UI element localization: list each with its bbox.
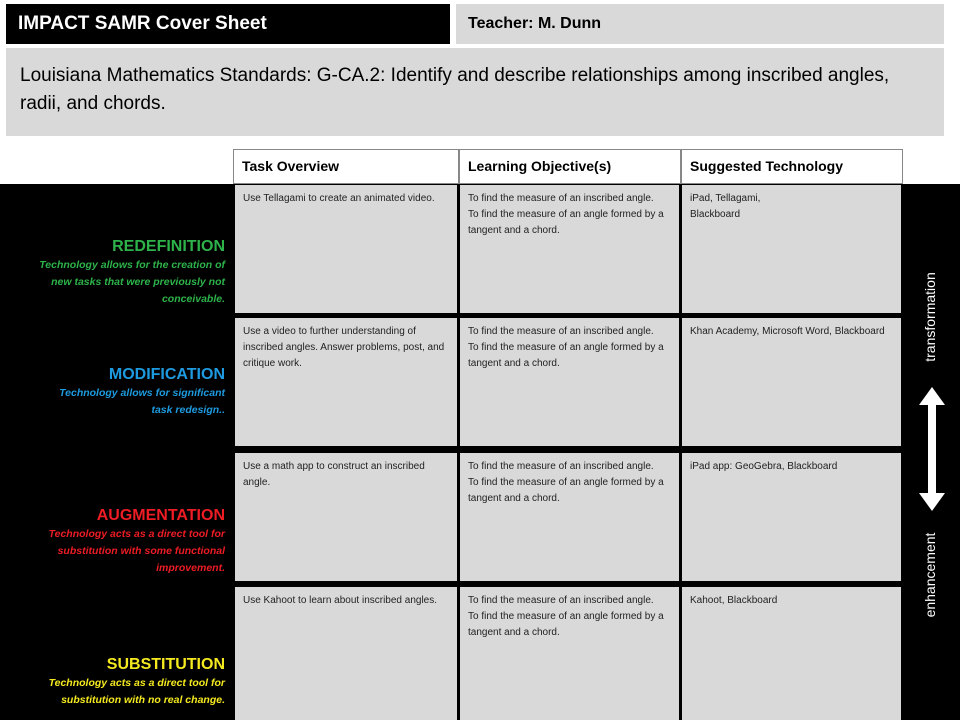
level-name: SUBSTITUTION bbox=[106, 656, 225, 673]
math-standard: Louisiana Mathematics Standards: G-CA.2: Identify and describe relationships among inscribed angles, radii, and chords. bbox=[6, 48, 944, 136]
level-name: MODIFICATION bbox=[108, 366, 225, 383]
table-cell-objective: To find the measure of an inscribed angle. To find the measure of an angle formed by a tangent and a chord. bbox=[460, 318, 679, 446]
column-header-task: Task Overview bbox=[233, 149, 459, 184]
table-cell-objective: To find the measure of an inscribed angle. To find the measure of an angle formed by a tangent and a chord. bbox=[460, 453, 679, 581]
table-cell-objective: To find the measure of an inscribed angle. To find the measure of an angle formed by a tangent and a chord. bbox=[460, 587, 679, 720]
table-cell-task: Use a math app to construct an inscribed angle. bbox=[235, 453, 457, 581]
level-description: Technology acts as a direct tool for substitution with no real change. bbox=[48, 677, 225, 706]
enhancement-label: enhancement bbox=[922, 532, 938, 618]
level-description: Technology allows for significant task redesign.. bbox=[59, 387, 225, 416]
table-cell-objective: To find the measure of an inscribed angle. To find the measure of an angle formed by a tangent and a chord. bbox=[460, 185, 679, 313]
column-header-objective: Learning Objective(s) bbox=[459, 149, 681, 184]
table-cell-technology: Kahoot, Blackboard bbox=[682, 587, 901, 720]
level-name: REDEFINITION bbox=[112, 238, 225, 255]
table-cell-technology: iPad, Tellagami, Blackboard bbox=[682, 185, 901, 313]
column-header-technology: Suggested Technology bbox=[681, 149, 903, 184]
level-augmentation bbox=[20, 506, 225, 577]
table-cell-technology: Khan Academy, Microsoft Word, Blackboard bbox=[682, 318, 901, 446]
level-description: Technology allows for the creation of new tasks that were previously not conceivable. bbox=[39, 259, 225, 305]
teacher-name: Teacher: M. Dunn bbox=[456, 4, 944, 44]
table-cell-task: Use Tellagami to create an animated video. bbox=[235, 185, 457, 313]
transformation-label: transformation bbox=[922, 272, 938, 362]
level-redefinition bbox=[25, 237, 225, 308]
table-cell-technology: iPad app: GeoGebra, Blackboard bbox=[682, 453, 901, 581]
level-substitution bbox=[7, 655, 225, 709]
level-modification bbox=[45, 365, 225, 419]
table-cell-task: Use a video to further understanding of inscribed angles. Answer problems, post, and critique work. bbox=[235, 318, 457, 446]
level-name: AUGMENTATION bbox=[96, 507, 225, 524]
table-cell-task: Use Kahoot to learn about inscribed angles. bbox=[235, 587, 457, 720]
cover-sheet-title: IMPACT SAMR Cover Sheet bbox=[6, 4, 450, 44]
level-description: Technology acts as a direct tool for substitution with some functional improvement. bbox=[48, 528, 225, 574]
double-arrow-vertical-icon bbox=[917, 387, 947, 511]
